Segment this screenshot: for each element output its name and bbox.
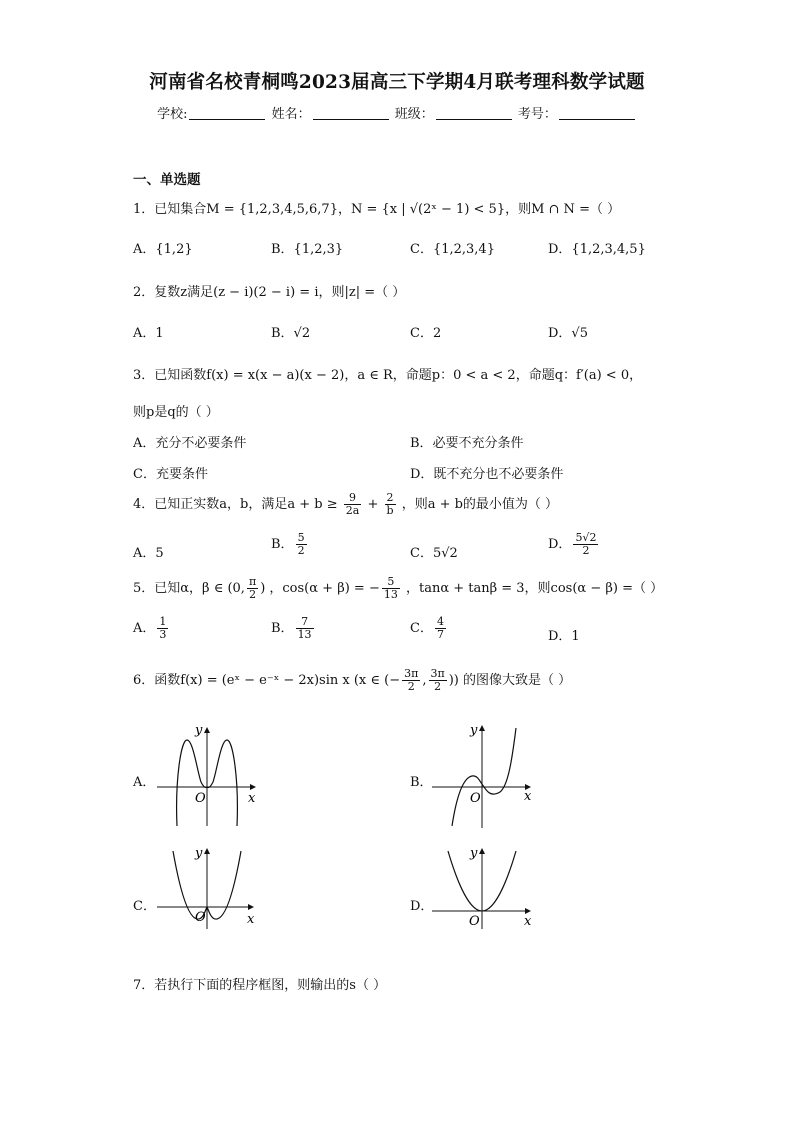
q1-option-d: D．{1,2,3,4,5}: [548, 242, 646, 257]
class-blank[interactable]: [436, 107, 512, 120]
question-3-text-line2: 则p是q的（ ）: [133, 405, 219, 420]
q5-fraction-5-13: $\frac{5}{13}$: [383, 575, 398, 601]
q2-option-d: D．√5: [548, 326, 588, 341]
origin-label: O: [195, 910, 206, 925]
origin-label: O: [195, 791, 206, 806]
graph-option-b: [428, 720, 538, 830]
x-label: x: [247, 912, 255, 927]
section-heading: 一、单选题: [133, 172, 201, 188]
q1-option-c: C．{1,2,3,4}: [410, 242, 495, 257]
q4-option-b: B． $\frac{5}{2}$: [271, 531, 305, 557]
curve: [452, 728, 516, 826]
name-blank[interactable]: [313, 107, 389, 120]
q6-option-b-label: B．: [410, 775, 433, 790]
q4-suffix: ，则a + b的最小值为（ ）: [401, 497, 559, 512]
origin-label: O: [469, 914, 480, 929]
school-label: 学校:: [157, 107, 188, 122]
q3-option-d: D．既不充分也不必要条件: [410, 467, 564, 482]
graph-option-a: [155, 720, 265, 830]
q6-option-a-label: A．: [133, 775, 156, 790]
q4-fraction-1: $\frac{9}{2a}$: [345, 491, 360, 517]
question-7-text: 7．若执行下面的程序框图，则输出的s（ ）: [133, 978, 387, 993]
q3-option-a: A．充分不必要条件: [133, 436, 247, 451]
question-4-text: [133, 492, 558, 517]
q4-option-d: D． $\frac{5√2}{2}$: [548, 531, 597, 557]
question-6-text: 6．函数f(x) = (eˣ − e⁻ˣ − 2x)sin x (x ∈ (− $\frac{3\pi}{2}$ , $\frac{3\pi}{2}$ )) 的图像大致是（ ）: [133, 667, 572, 693]
q5-option-a: A． $\frac{1}{3}$: [133, 615, 167, 641]
q3-option-c: C．充要条件: [133, 467, 208, 482]
q2-option-c: C．2: [410, 326, 442, 341]
q4-option-c: C．5√2: [410, 546, 458, 561]
y-label: y: [195, 846, 203, 861]
question-5-text: 5．已知α，β ∈ (0, $\frac{\pi}{2}$ ) ，cos(α + β) = − $\frac{5}{13}$ ，tanα + tanβ = 3，则cos(α − β) =（ ）: [133, 575, 664, 601]
exam-number-label: 考号：: [517, 107, 557, 122]
q4-option-a: A．5: [133, 546, 164, 561]
q2-option-a: A．1: [133, 326, 164, 341]
q2-option-b: B．√2: [271, 326, 311, 341]
page-title: 河南省名校青桐鸣2023届高三下学期4月联考理科数学试题: [149, 72, 645, 93]
y-label: y: [470, 723, 478, 738]
q5-option-c: C． $\frac{4}{7}$: [410, 615, 444, 641]
q6-option-d-label: D．: [410, 899, 434, 914]
school-blank[interactable]: [189, 107, 265, 120]
q6-option-c-label: C．: [133, 899, 156, 914]
question-3-text-line1: 3．已知函数f(x) = x(x − a)(x − 2)，a ∈ R，命题p：0 < a < 2，命题q：f′(a) < 0，: [133, 368, 643, 383]
q3-option-b: B．必要不充分条件: [410, 436, 524, 451]
y-label: y: [470, 846, 478, 861]
graph-option-d: [428, 845, 538, 930]
exam-number-blank[interactable]: [559, 107, 635, 120]
q4-prefix: 4．已知正实数a，b，满足a + b ≥: [133, 497, 338, 512]
graph-option-c: [155, 845, 265, 930]
question-1-text: 1．已知集合M = {1,2,3,4,5,6,7}，N = {x | √(2ˣ − 1) < 5}，则M ∩ N =（ ）: [133, 202, 621, 217]
q1-option-b: B．{1,2,3}: [271, 242, 344, 257]
origin-label: O: [470, 791, 481, 806]
x-label: x: [524, 789, 532, 804]
x-label: x: [524, 914, 532, 929]
q4-fraction-2: $\frac{2}{b}$: [386, 491, 394, 517]
student-info-line: [0, 103, 794, 122]
q4-plus: +: [367, 497, 379, 512]
class-label: 班级：: [394, 107, 434, 122]
y-label: y: [195, 723, 203, 738]
q5-pi-over-2: $\frac{\pi}{2}$: [248, 575, 257, 601]
question-2-text: 2．复数z满足(z − i)(2 − i) = i，则|z| =（ ）: [133, 285, 406, 300]
name-label: 姓名：: [271, 107, 311, 122]
q5-option-d: D．1: [548, 629, 580, 644]
q1-option-a: A．{1,2}: [133, 242, 193, 257]
x-label: x: [248, 791, 256, 806]
q5-option-b: B． $\frac{7}{13}$: [271, 615, 312, 641]
